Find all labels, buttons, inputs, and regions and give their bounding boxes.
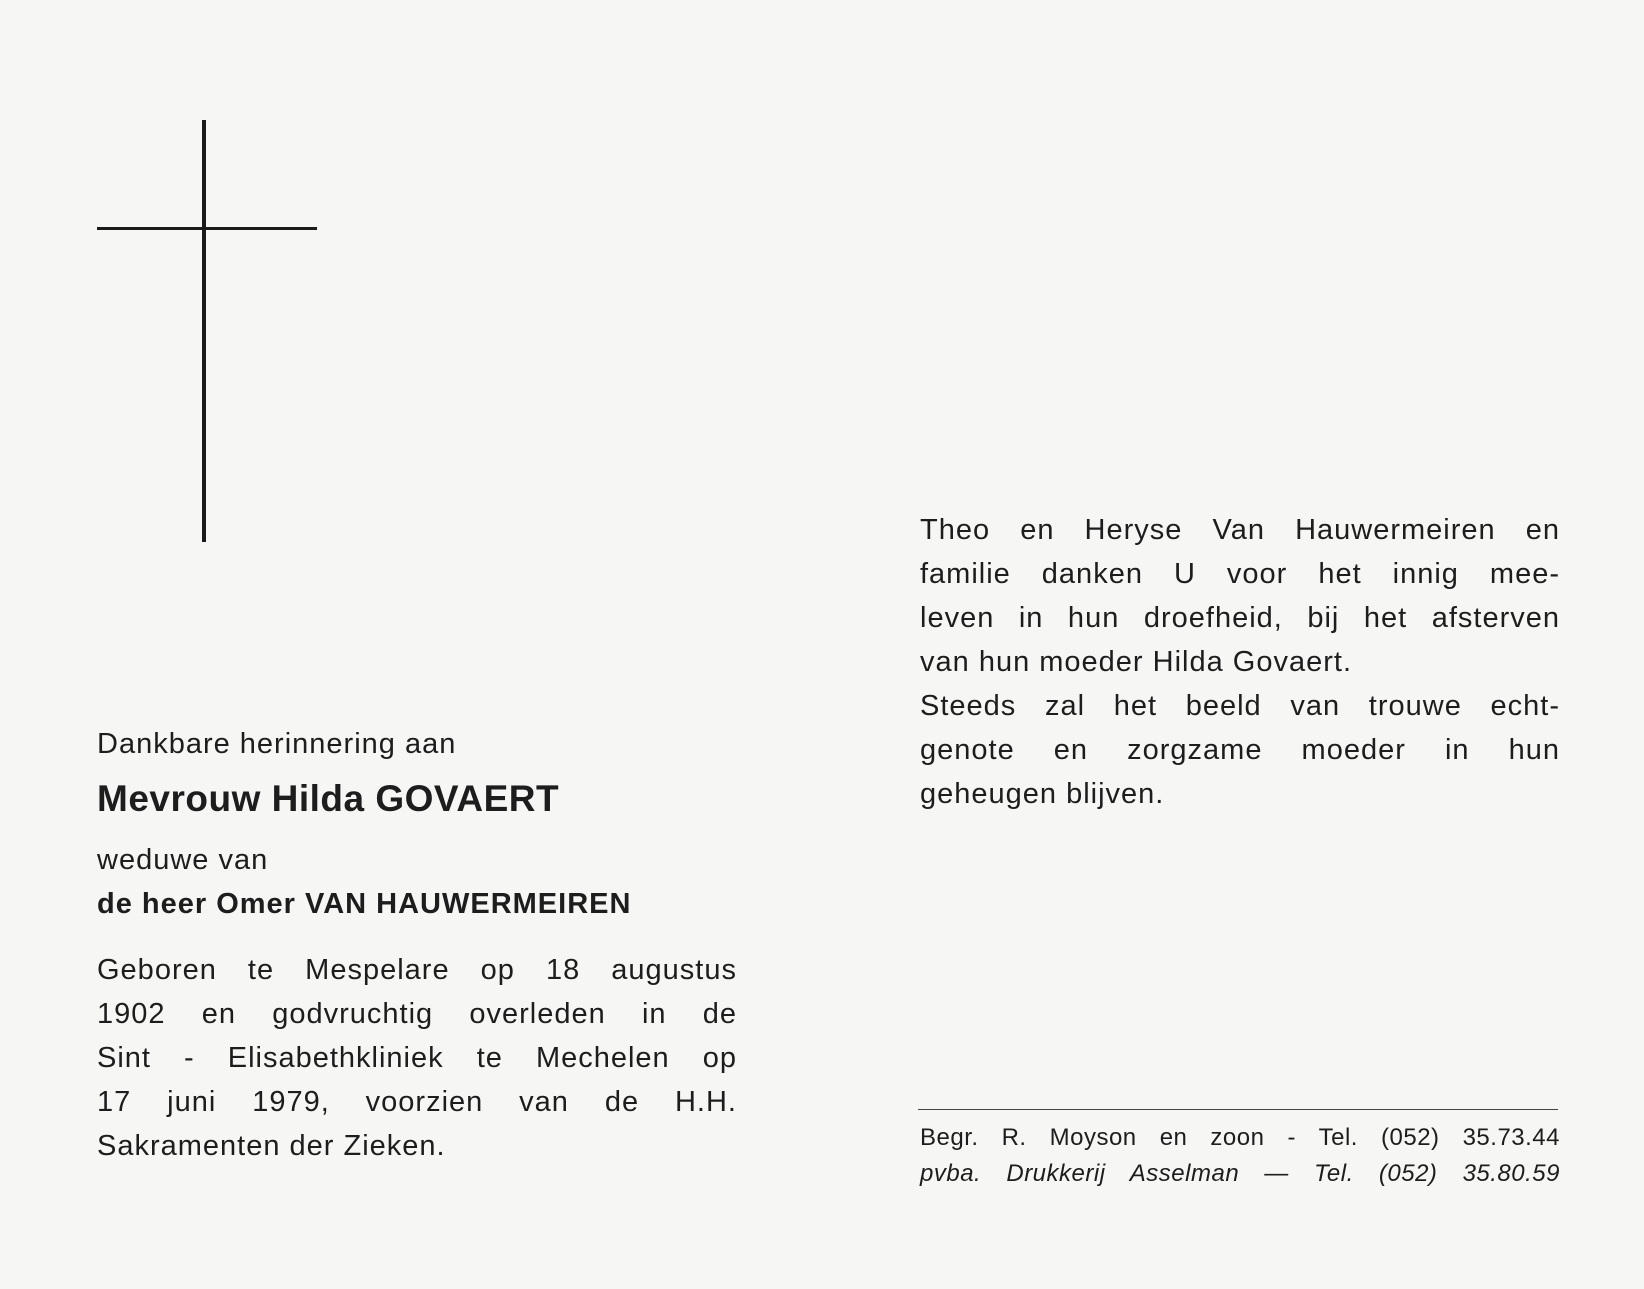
- credits-divider: [918, 1109, 1558, 1110]
- cross-icon-vertical-bar: [202, 120, 206, 542]
- cross-icon-horizontal-bar: [97, 227, 317, 230]
- biography-line: Sakramenten der Zieken.: [97, 1130, 446, 1162]
- biography-line: 17 juni 1979, voorzien van de H.H.: [97, 1086, 737, 1118]
- husband-name: de heer Omer VAN HAUWERMEIREN: [97, 888, 632, 920]
- memorial-left-column: [97, 728, 737, 1168]
- thanks-line: Steeds zal het beeld van trouwe echt-: [920, 690, 1560, 722]
- thanks-paragraph: [920, 508, 1560, 816]
- thanks-line: genote en zorgzame moeder in hun: [920, 734, 1560, 766]
- deceased-name: Mevrouw Hilda GOVAERT: [97, 778, 560, 819]
- widow-of-text: weduwe van: [97, 844, 269, 876]
- thanks-line: geheugen blijven.: [920, 778, 1165, 810]
- thanks-line: Theo en Heryse Van Hauwermeiren en: [920, 514, 1560, 546]
- biography-paragraph: [97, 948, 737, 1168]
- undertaker-credit: Begr. R. Moyson en zoon - Tel. (052) 35.73.44: [920, 1124, 1560, 1151]
- biography-line: Sint - Elisabethkliniek te Mechelen op: [97, 1042, 737, 1074]
- memorial-right-column: [920, 508, 1560, 816]
- thanks-line: familie danken U voor het innig mee-: [920, 558, 1560, 590]
- biography-line: 1902 en godvruchtig overleden in de: [97, 998, 737, 1030]
- thanks-line: van hun moeder Hilda Govaert.: [920, 646, 1352, 678]
- printer-credit: pvba. Drukkerij Asselman — Tel. (052) 35.80.59: [920, 1160, 1560, 1187]
- thanks-line: leven in hun droefheid, bij het afsterven: [920, 602, 1560, 634]
- credits-block: [920, 1120, 1560, 1192]
- intro-text: Dankbare herinnering aan: [97, 728, 457, 760]
- biography-line: Geboren te Mespelare op 18 augustus: [97, 954, 737, 986]
